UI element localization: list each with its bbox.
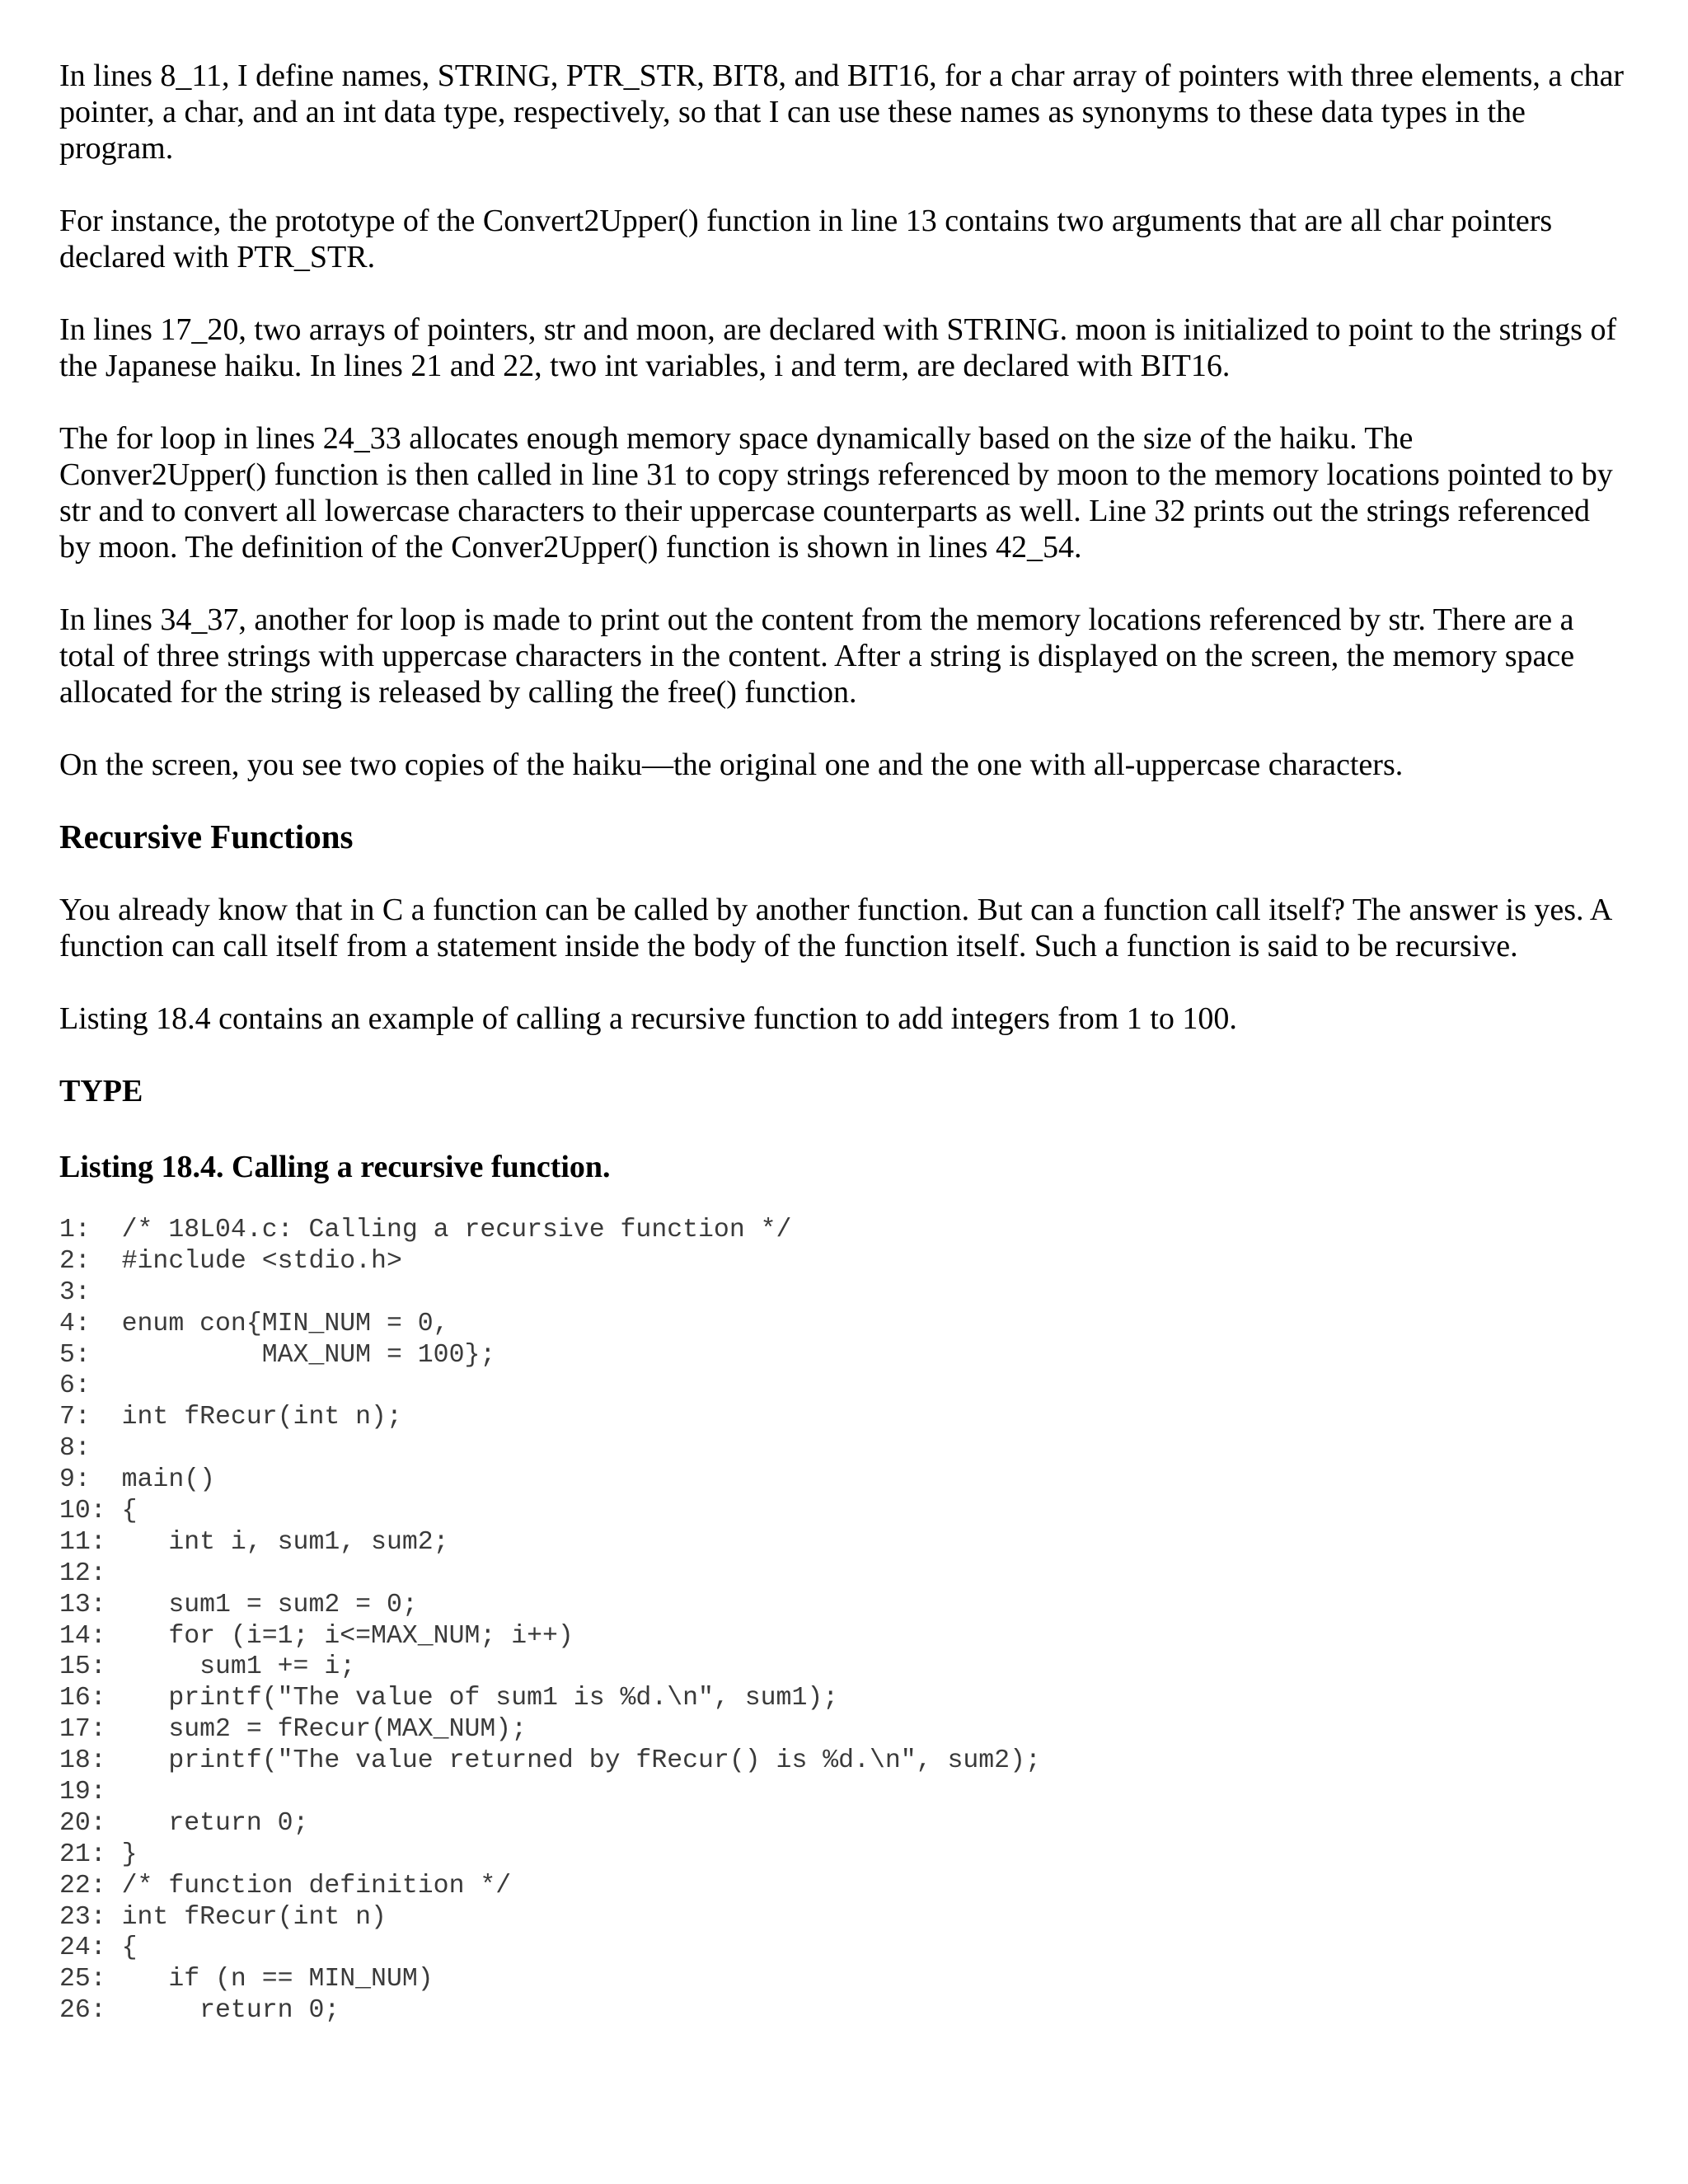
code-line: 25: if (n == MIN_NUM) (59, 1965, 434, 1994)
code-line: 15: sum1 += i; (59, 1652, 356, 1682)
section-paragraphs (59, 892, 1625, 1037)
code-line: 4: enum con{MIN_NUM = 0, (59, 1309, 449, 1338)
code-line: 13: sum1 = sum2 = 0; (59, 1590, 418, 1619)
paragraph-recursive-intro: You already know that in C a function can be called by another function. But can a function call itself? The answer is yes. A function can call itself from a statement inside the body of the function itself. Such a function is said to be recursive. (59, 893, 1611, 963)
section-heading: Recursive Functions (59, 818, 354, 855)
document-page (59, 58, 1625, 2027)
paragraph-typedef-names: In lines 8_11, I define names, STRING, PTR_STR, BIT8, and BIT16, for a char array of pointers with three elements, a char pointer, a char, and an int data type, respectively, so that I can use these names as synonyms to these data types in the program. (59, 59, 1625, 166)
paragraph-haiku-copies: On the screen, you see two copies of the haiku—the original one and the one with all-uppercase characters. (59, 748, 1404, 782)
code-line: 26: return 0; (59, 1996, 340, 2026)
type-label: TYPE (59, 1074, 143, 1108)
paragraph-free-memory: In lines 34_37, another for loop is made to print out the content from the memory locations referenced by str. There are a total of three strings with uppercase characters in the content. After a string is displayed on the screen, the memory space allocated for the string is released by calling the free() function. (59, 602, 1575, 710)
code-line: 5: MAX_NUM = 100}; (59, 1340, 496, 1370)
listing-title: Listing 18.4. Calling a recursive function. (59, 1150, 611, 1184)
code-line: 7: int fRecur(int n); (59, 1403, 402, 1432)
code-line: 23: int fRecur(int n) (59, 1902, 387, 1932)
code-line: 8: (59, 1434, 91, 1464)
code-line: 2: #include <stdio.h> (59, 1246, 402, 1276)
code-line: 16: printf("The value of sum1 is %d.\n", sum1); (59, 1684, 839, 1713)
paragraph-listing-intro: Listing 18.4 contains an example of calling a recursive function to add integers from 1 to 100. (59, 1001, 1237, 1036)
code-line: 19: (59, 1778, 106, 1807)
code-line: 24: { (59, 1933, 138, 1963)
code-line: 6: (59, 1371, 91, 1401)
code-line: 1: /* 18L04.c: Calling a recursive function */ (59, 1216, 792, 1244)
paragraph-arrays-of-pointers: In lines 17_20, two arrays of pointers, str and moon, are declared with STRING. moon is initialized to point to the strings of the Japanese haiku. In lines 21 and 22, two int variables, i and term, are declared with BIT16. (59, 312, 1617, 383)
code-line: 14: for (i=1; i<=MAX_NUM; i++) (59, 1621, 574, 1651)
code-line: 17: sum2 = fRecur(MAX_NUM); (59, 1715, 528, 1745)
code-line: 3: (59, 1277, 91, 1307)
paragraph-for-loop-allocation: The for loop in lines 24_33 allocates enough memory space dynamically based on the size of the haiku. The Conver2Upper() function is then called in line 31 to copy strings referenced by moon to the memory locations pointed to by str and to convert all lowercase characters to their uppercase counterparts as well. Line 32 prints out the strings referenced by moon. The definition of the Conver2Upper() function is shown in lines 42_54. (59, 421, 1613, 565)
code-listing (59, 1215, 1625, 2027)
code-line: 12: (59, 1558, 106, 1588)
code-line: 20: return 0; (59, 1808, 309, 1838)
code-line: 21: } (59, 1840, 138, 1869)
code-line: 9: main() (59, 1465, 216, 1495)
code-line: 11: int i, sum1, sum2; (59, 1527, 449, 1557)
code-line: 10: { (59, 1497, 138, 1526)
code-line: 18: printf("The value returned by fRecur() is %d.\n", sum2); (59, 1746, 1041, 1776)
code-line: 22: /* function definition */ (59, 1871, 512, 1900)
paragraph-convert2upper-prototype: For instance, the prototype of the Convert2Upper() function in line 13 contains two arguments that are all char pointers declared with PTR_STR. (59, 204, 1553, 274)
body-paragraphs (59, 58, 1625, 783)
